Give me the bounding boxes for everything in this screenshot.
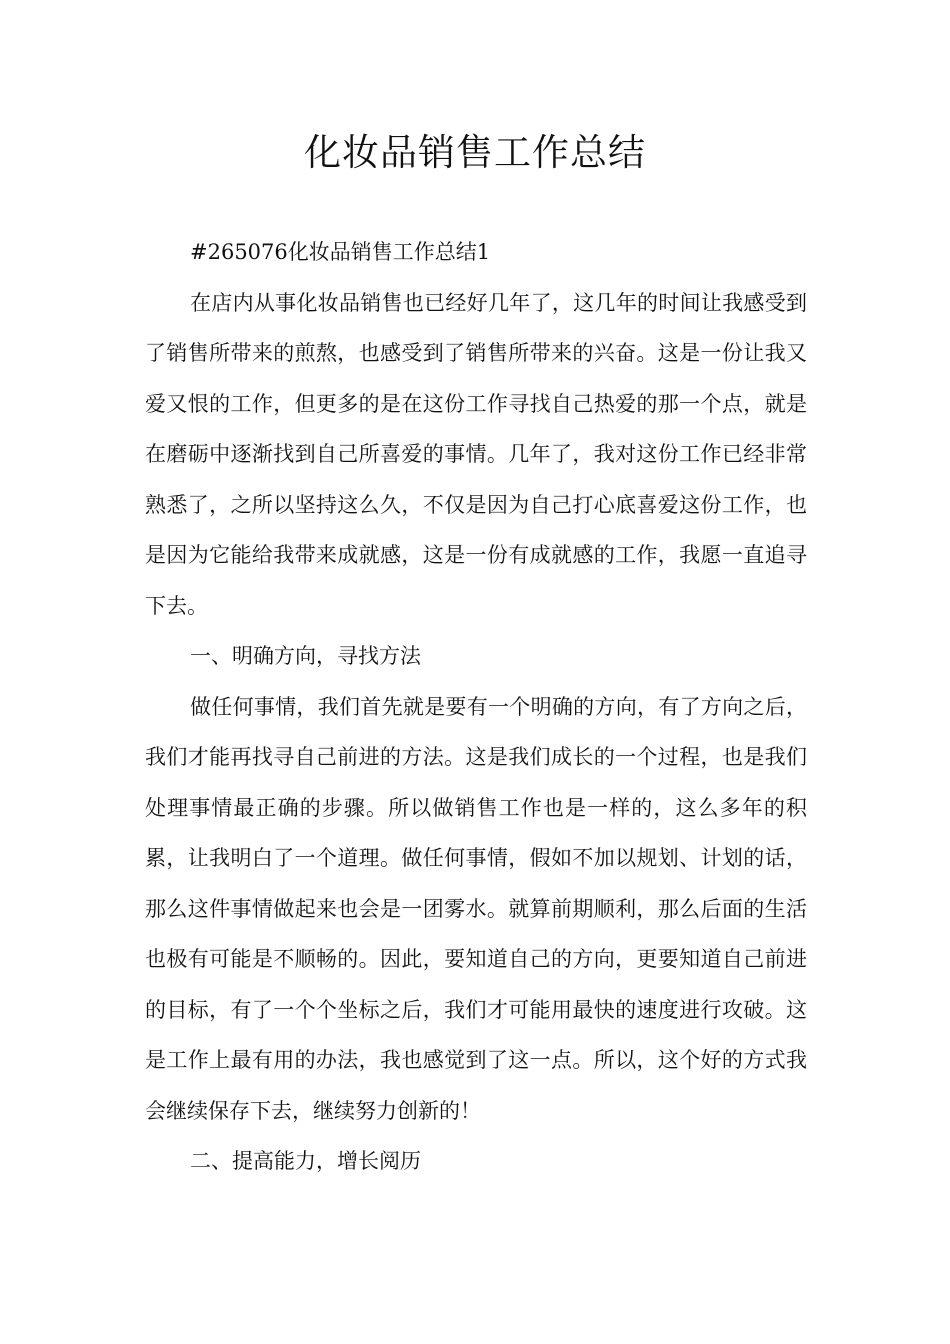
section-heading-2: 二、提高能力，增长阅历 [190, 1149, 421, 1173]
section-heading-1: 一、明确方向，寻找方法 [190, 644, 421, 668]
paragraph-section-1: 做任何事情，我们首先就是要有一个明确的方向，有了方向之后，我们才能再找寻自己前进的方法。这是我们成长的一个过程，也是我们处理事情最正确的步骤。所以做销售工作也是一样的，这么多年的积累，让我明白了一个道理。做任何事情，假如不加以规划、计划的话，那么这件事情做起来也会是一团雾水。就算前期顺利，那么后面的生活也极有可能是不顺畅的。因此，要知道自己的方向，更要知道自己前进的目标，有了一个个坐标之后，我们才可能用最快的速度进行攻破。这是工作上最有用的办法，我也感觉到了这一点。所以，这个好的方式我会继续保存下去，继续努力创新的！ [145, 694, 807, 1123]
document-subtitle: #265076化妆品销售工作总结1 [190, 240, 491, 264]
document-body [145, 227, 807, 1187]
document-title: 化妆品销售工作总结 [304, 131, 646, 174]
paragraph-intro: 在店内从事化妆品销售也已经好几年了，这几年的时间让我感受到了销售所带来的煎熬，也感受到了销售所带来的兴奋。这是一份让我又爱又恨的工作，但更多的是在这份工作寻找自己热爱的那一个点，就是在磨砺中逐渐找到自己所喜爱的事情。几年了，我对这份工作已经非常熟悉了，之所以坚持这么久，不仅是因为自己打心底喜爱这份工作，也是因为它能给我带来成就感，这是一份有成就感的工作，我愿一直追寻下去。 [145, 290, 807, 618]
